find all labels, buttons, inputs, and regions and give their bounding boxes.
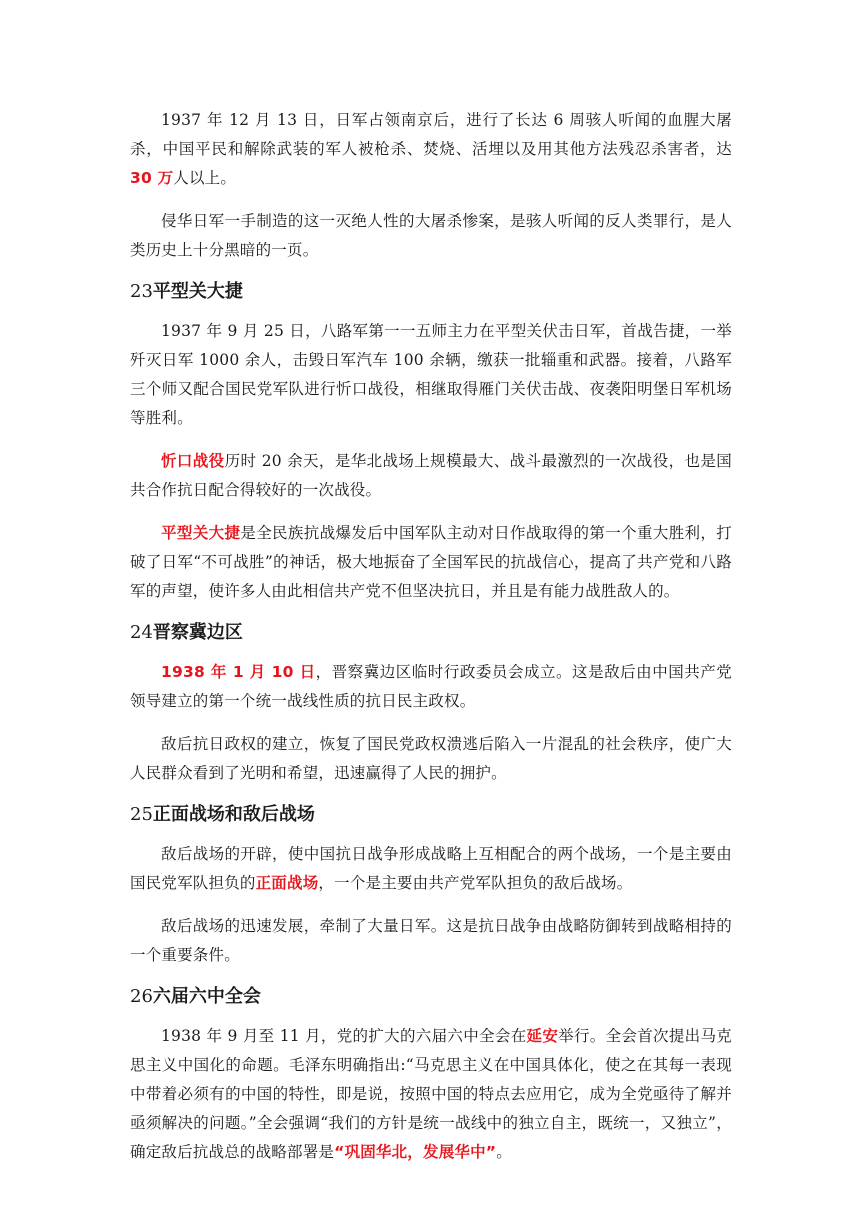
paragraph-text: 敌后抗日政权的建立，恢复了国民党政权溃逃后陷入一片混乱的社会秩序，使广大人民群众看到了光明和希望，迅速赢得了人民的拥护。 [130,735,732,782]
section-heading [130,802,732,828]
highlighted-text: 1938 年 1 月 10 日 [161,663,316,681]
paragraph [130,106,732,193]
paragraph [130,1022,732,1167]
paragraph-text: 1938 年 9 月至 11 月，党的扩大的六届六中全会在 [161,1027,527,1045]
paragraph [130,317,732,433]
section-title: 六届六中全会 [152,986,261,1007]
paragraph [130,519,732,606]
section-number: 24 [130,622,153,643]
paragraph [130,658,732,716]
highlighted-text: “巩固华北，发展华中” [334,1143,497,1161]
paragraph-text: 1937 年 9 月 25 日，八路军第一一五师主力在平型关伏击日军，首战告捷，一举歼灭日军 1000 余人，击毁日军汽车 100 余辆，缴获一批辎重和武器。接着，八路军三个师又配合国民党军队进行忻口战役，相继取得雁门关伏击战、夜袭阳明堡日军机场等胜利。 [130,322,732,427]
section-number: 23 [130,281,153,302]
highlighted-text: 延安 [526,1027,559,1045]
section-heading [130,620,732,646]
paragraph-text: 人以上。 [173,169,237,187]
paragraph-text: 敌后战场的迅速发展，牵制了大量日军。这是抗日战争由战略防御转到战略相持的一个重要条件。 [130,917,732,964]
paragraph-text: ，晋察冀边区临时行政委员会成立。这是敌后由中国共产党领导建立的第一个统一战线性质的抗日民主政权。 [130,663,733,710]
document-body [130,106,732,1181]
paragraph-text: 1937 年 12 月 13 日，日军占领南京后，进行了长达 6 周骇人听闻的血腥大屠杀，中国平民和解除武装的军人被枪杀、焚烧、活埋以及用其他方法残忍杀害者，达 [130,111,732,158]
paragraph-text: 历时 20 余天，是华北战场上规模最大、战斗最激烈的一次战役，也是国共合作抗日配合得较好的一次战役。 [130,452,732,499]
section-title: 平型关大捷 [152,281,243,302]
section-title: 晋察冀边区 [152,622,243,643]
paragraph-text: 举行。全会首次提出马克思主义中国化的命题。毛泽东明确指出:“马克思主义在中国具体化，使之在其每一表现中带着必须有的中国的特性，即是说，按照中国的特点去应用它，成为全党亟待了解并亟须解决的问题。”全会强调“我们的方针是统一战线中的独立自主，既统一，又独立”，确定敌后抗战总的战略部署是 [130,1027,733,1161]
paragraph-text: 侵华日军一手制造的这一灭绝人性的大屠杀惨案，是骇人听闻的反人类罪行，是人类历史上十分黑暗的一页。 [130,212,732,259]
highlighted-text: 正面战场 [255,874,319,892]
paragraph-text: 是全民族抗战爆发后中国军队主动对日作战取得的第一个重大胜利，打破了日军“不可战胜”的神话，极大地振奋了全国军民的抗战信心，提高了共产党和八路军的声望，使许多人由此相信共产党不但坚决抗日，并且是有能力战胜敌人的。 [130,524,732,600]
section-number: 25 [130,804,153,825]
section-heading [130,984,732,1010]
highlighted-text: 30 万 [130,169,174,187]
paragraph [130,912,732,970]
paragraph [130,447,732,505]
section-heading [130,279,732,305]
section-number: 26 [130,986,153,1007]
paragraph-text: 。 [496,1143,512,1161]
paragraph [130,207,732,265]
highlighted-text: 忻口战役 [161,452,225,470]
paragraph-text: ，一个是主要由共产党军队担负的敌后战场。 [318,874,633,892]
paragraph [130,840,732,898]
section-title: 正面战场和敌后战场 [152,804,315,825]
paragraph [130,730,732,788]
paragraph-text: 敌后战场的开辟，使中国抗日战争形成战略上互相配合的两个战场，一个是主要由国民党军队担负的 [130,845,732,892]
highlighted-text: 平型关大捷 [161,524,241,542]
